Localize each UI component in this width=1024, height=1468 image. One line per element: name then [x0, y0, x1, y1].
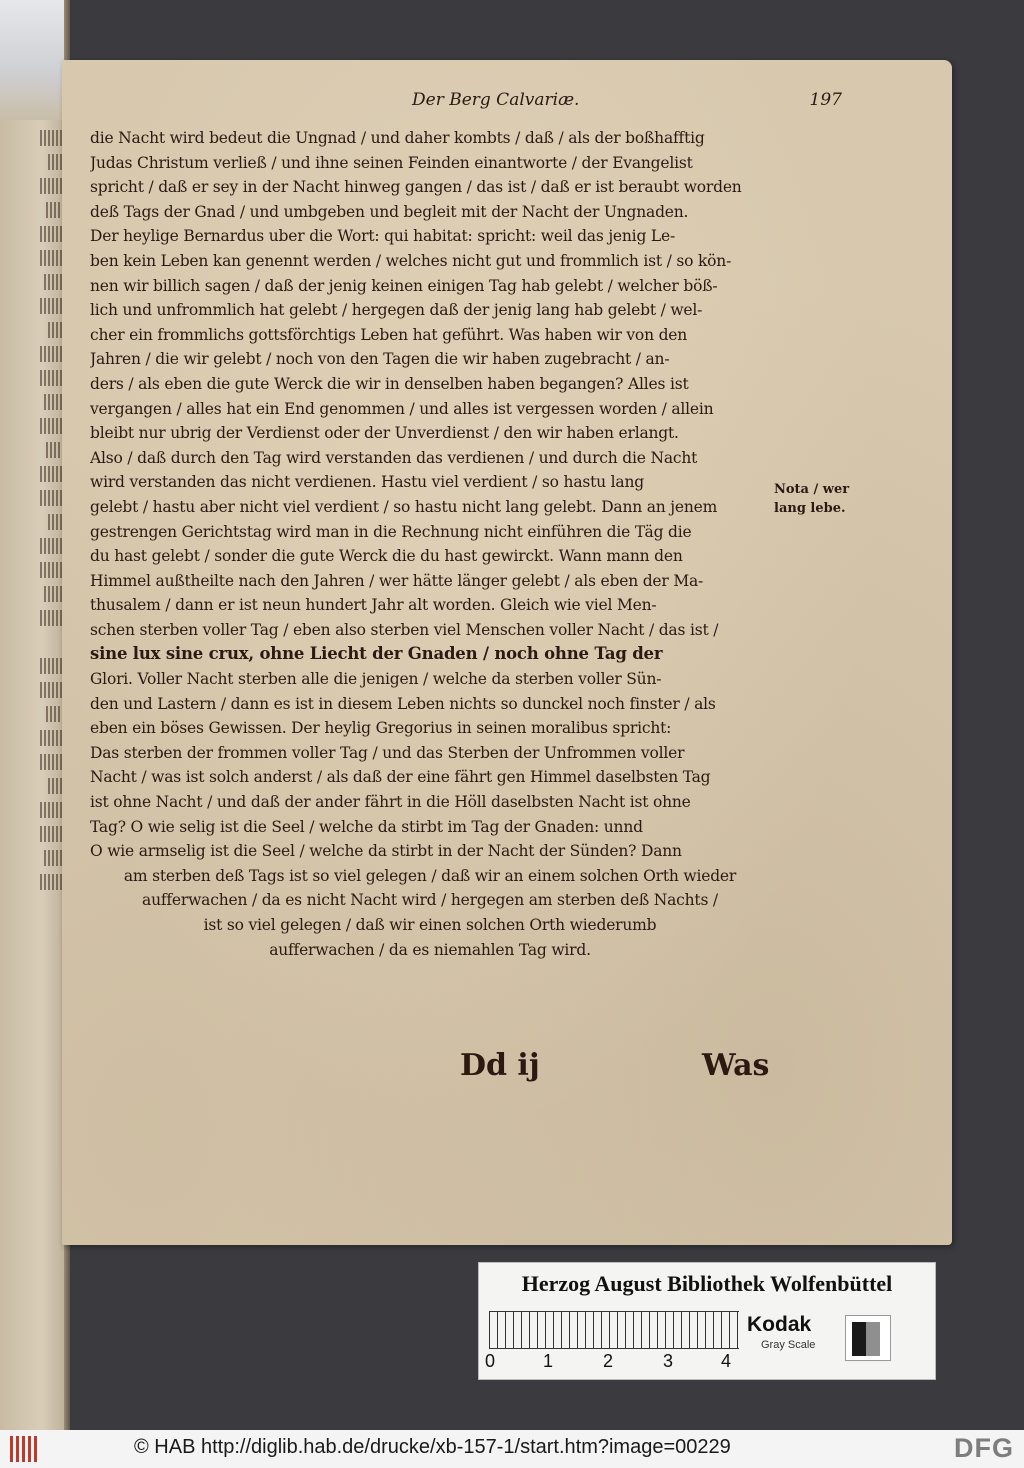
library-scale-label — [478, 1262, 936, 1380]
ruler-number: 0 — [485, 1351, 496, 1371]
text-line: gelebt / hastu aber nicht viel verdient / so hastu nicht lang gelebt. Dann an jenem — [90, 497, 718, 516]
black-patch — [852, 1322, 866, 1356]
margin-note — [774, 480, 854, 518]
text-line: deß Tags der Gnad / und umbgeben und begleit mit der Nacht der Ungnaden. — [90, 202, 689, 221]
copyright-url: © HAB http://diglib.hab.de/drucke/xb-157-1/start.htm?image=00229 — [134, 1436, 731, 1458]
text-line: Himmel außtheilte nach den Jahren / wer hätte länger gelebt / als eben der Ma- — [90, 571, 704, 590]
body-text — [90, 126, 770, 962]
text-line: die Nacht wird bedeut die Ungnad / und daher kombts / daß / als der boßhafftig — [90, 129, 705, 147]
ruler-numbers — [485, 1351, 785, 1375]
page-number: 197 — [809, 90, 842, 110]
text-line: ders / als eben die gute Werck die wir in denselben haben begangen? Alles ist — [90, 374, 689, 393]
text-line: vergangen / alles hat ein End genommen / und alles ist vergessen worden / allein — [90, 399, 714, 418]
margin-note-line: lang lebe. — [774, 501, 846, 516]
text-line: eben ein böses Gewissen. Der heylig Gregorius in seinen moralibus spricht: — [90, 719, 672, 738]
text-line: lich und unfrommlich hat gelebt / hergegen daß der jenig lang hab gelebt / wel- — [90, 301, 703, 320]
text-line: aufferwachen / da es niemahlen Tag wird. — [269, 940, 591, 959]
text-line: O wie armselig ist die Seel / welche da stirbt in der Nacht der Sünden? Dann — [90, 842, 682, 861]
text-line: Glori. Voller Nacht sterben alle die jenigen / welche da sterben voller Sün- — [90, 670, 662, 689]
text-line: bleibt nur ubrig der Verdienst oder der Unverdienst / den wir haben erlangt. — [90, 424, 679, 443]
text-line: cher ein frommlichs gottsförchtigs Leben hat geführt. Was haben wir von den — [90, 325, 688, 344]
page-header — [412, 90, 842, 120]
ruler-number: 2 — [603, 1351, 614, 1371]
text-line: Das sterben der frommen voller Tag / und das Sterben der Unfrommen voller — [90, 743, 685, 762]
catchword: Was — [702, 1048, 770, 1083]
ruler-scale — [489, 1311, 739, 1349]
ruler-number: 3 — [663, 1351, 674, 1371]
signature-mark: Dd ij — [460, 1048, 540, 1083]
kodak-logo: Kodak — [747, 1313, 812, 1336]
footer-bar — [0, 1430, 1024, 1468]
text-line: Tag? O wie selig ist die Seel / welche da stirbt im Tag der Gnaden: unnd — [90, 817, 643, 836]
margin-note-line: Nota / wer — [774, 482, 850, 497]
text-line: spricht / daß er sey in der Nacht hinweg gangen / das ist / daß er ist beraubt worden — [90, 178, 742, 197]
text-line: nen wir billich sagen / daß der jenig keinen einigen Tag hab gelebt / welcher böß- — [90, 276, 718, 295]
text-line: Judas Christum verließ / und ihne seinen Feinden einantworte / der Evangelist — [90, 153, 693, 172]
text-line: Also / daß durch den Tag wird verstanden das verdienen / und durch die Nacht — [90, 448, 698, 467]
institution-name: Herzog August Bibliothek Wolfenbüttel — [521, 1271, 893, 1296]
hab-logo-icon — [10, 1436, 38, 1462]
adjacent-page-edge — [0, 0, 70, 1468]
text-line: gestrengen Gerichtstag wird man in die Rechnung nicht einführen die Täg die — [90, 522, 692, 541]
text-line: ben kein Leben kan genennt werden / welches nicht gut und frommlich ist / so kön- — [90, 251, 732, 270]
ruler-number: 1 — [543, 1351, 554, 1371]
gray-scale-patch — [845, 1315, 891, 1361]
text-line: Der heylige Bernardus uber die Wort: qui habitat: spricht: weil das jenig Le- — [90, 227, 675, 246]
text-line: Nacht / was ist solch anderst / als daß der eine fährt gen Himmel daselbsten Tag — [90, 768, 711, 787]
running-title: Der Berg Calvariæ. — [412, 90, 580, 110]
ruler-number: 4 — [721, 1351, 732, 1371]
gray-patch — [866, 1322, 880, 1356]
gray-scale-label: Gray Scale — [761, 1339, 816, 1351]
text-line: ist ohne Nacht / und daß der ander fährt in die Höll daselbsten Nacht ist ohne — [90, 793, 691, 812]
text-line: wird verstanden das nicht verdienen. Hastu viel verdient / so hastu lang — [90, 473, 644, 492]
book-page — [62, 60, 952, 1245]
text-line: am sterben deß Tags ist so viel gelegen / daß wir an einem solchen Orth wieder — [123, 866, 737, 885]
text-line: du hast gelebt / sonder die gute Werck die du hast gewirckt. Wann mann den — [90, 547, 683, 566]
text-line: aufferwachen / da es nicht Nacht wird / hergegen am sterben deß Nachts / — [142, 891, 718, 910]
text-line-emphasis: sine lux sine crux, ohne Liecht der Gnaden / noch ohne Tag der — [90, 644, 663, 664]
text-line: ist so viel gelegen / daß wir einen solchen Orth wiederumb — [203, 916, 657, 934]
text-line: schen sterben voller Tag / eben also sterben viel Menschen voller Nacht / das ist / — [90, 620, 719, 639]
adjacent-page-top — [0, 0, 70, 120]
text-line: thusalem / dann er ist neun hundert Jahr alt worden. Gleich wie viel Men- — [90, 596, 657, 615]
dfg-logo: DFG — [954, 1433, 1014, 1463]
text-line: den und Lastern / dann es ist in diesem Leben nichts so dunckel noch finster / als — [90, 694, 716, 713]
text-line: Jahren / die wir gelebt / noch von den Tagen die wir haben zugebracht / an- — [90, 350, 670, 369]
